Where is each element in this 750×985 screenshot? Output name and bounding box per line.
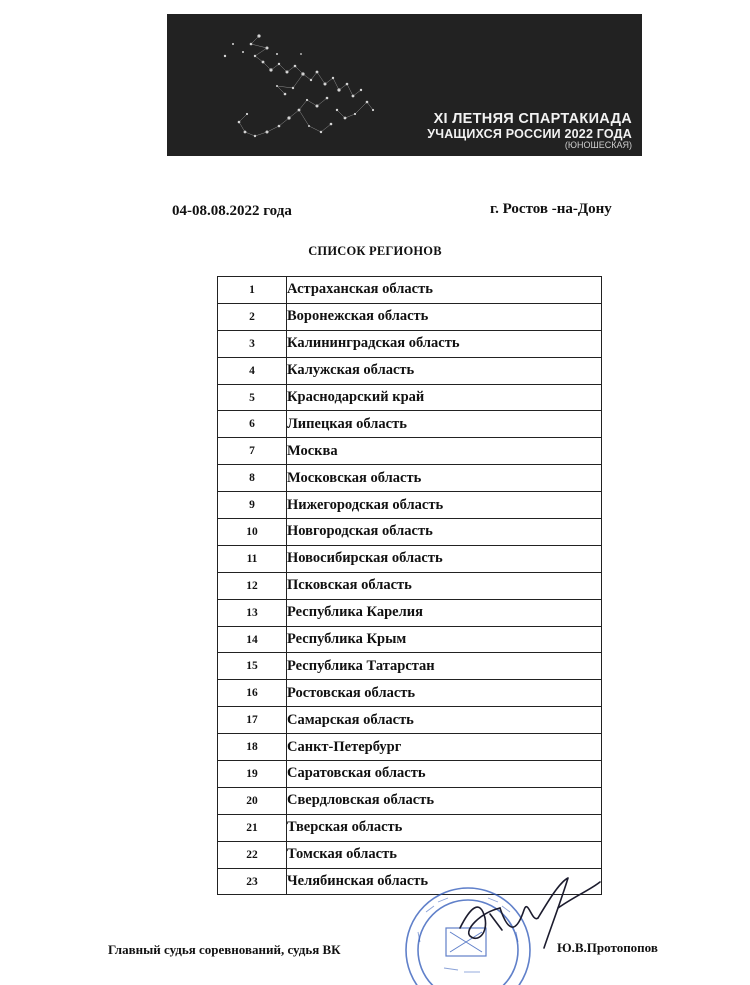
table-row (218, 734, 602, 761)
region-name: Московская область (287, 465, 602, 492)
event-date: 04-08.08.2022 года (172, 203, 292, 219)
region-number: 19 (218, 761, 287, 788)
region-number: 23 (218, 868, 287, 895)
region-number: 7 (218, 438, 287, 465)
region-name: Краснодарский край (287, 384, 602, 411)
region-name: Липецкая область (287, 411, 602, 438)
event-banner (167, 14, 642, 156)
banner-line-2: УЧАЩИХСЯ РОССИИ 2022 ГОДА (427, 126, 632, 141)
region-number: 1 (218, 277, 287, 304)
table-row (218, 761, 602, 788)
table-row (218, 680, 602, 707)
region-number: 15 (218, 653, 287, 680)
region-name: Москва (287, 438, 602, 465)
region-name: Самарская область (287, 707, 602, 734)
table-row (218, 545, 602, 572)
table-row (218, 465, 602, 492)
table-row (218, 492, 602, 519)
region-name: Воронежская область (287, 303, 602, 330)
region-number: 3 (218, 330, 287, 357)
table-row (218, 653, 602, 680)
table-row (218, 599, 602, 626)
region-name: Тверская область (287, 814, 602, 841)
region-number: 8 (218, 465, 287, 492)
region-number: 17 (218, 707, 287, 734)
region-number: 13 (218, 599, 287, 626)
region-name: Санкт-Петербург (287, 734, 602, 761)
region-number: 12 (218, 572, 287, 599)
region-number: 4 (218, 357, 287, 384)
region-number: 22 (218, 841, 287, 868)
table-row (218, 438, 602, 465)
table-row (218, 384, 602, 411)
region-number: 2 (218, 303, 287, 330)
region-name: Саратовская область (287, 761, 602, 788)
event-city: г. Ростов -на-Дону (490, 201, 612, 217)
table-row (218, 303, 602, 330)
region-number: 16 (218, 680, 287, 707)
table-row (218, 787, 602, 814)
table-row (218, 519, 602, 546)
table-row (218, 841, 602, 868)
region-number: 14 (218, 626, 287, 653)
region-name: Республика Карелия (287, 599, 602, 626)
region-name: Свердловская область (287, 787, 602, 814)
table-row (218, 411, 602, 438)
table-row (218, 626, 602, 653)
table-row (218, 707, 602, 734)
regions-table (217, 276, 602, 895)
region-number: 10 (218, 519, 287, 546)
region-name: Астраханская область (287, 277, 602, 304)
region-name: Калужская область (287, 357, 602, 384)
table-row (218, 572, 602, 599)
region-name: Республика Крым (287, 626, 602, 653)
table-row (218, 277, 602, 304)
banner-title (427, 112, 632, 151)
region-name: Республика Татарстан (287, 653, 602, 680)
list-title: СПИСОК РЕГИОНОВ (308, 244, 442, 258)
region-number: 6 (218, 411, 287, 438)
chief-judge-title: Главный судья соревнований, судья ВК (108, 942, 341, 957)
region-number: 21 (218, 814, 287, 841)
region-name: Псковская область (287, 572, 602, 599)
banner-line-1: XI ЛЕТНЯЯ СПАРТАКИАДА (433, 111, 632, 127)
region-name: Калининградская область (287, 330, 602, 357)
region-number: 18 (218, 734, 287, 761)
region-name: Нижегородская область (287, 492, 602, 519)
region-name: Новосибирская область (287, 545, 602, 572)
table-row (218, 357, 602, 384)
region-number: 9 (218, 492, 287, 519)
region-name: Челябинская область (287, 868, 602, 895)
region-number: 5 (218, 384, 287, 411)
region-number: 11 (218, 545, 287, 572)
table-row (218, 330, 602, 357)
region-name: Томская область (287, 841, 602, 868)
region-name: Ростовская область (287, 680, 602, 707)
banner-line-3: (ЮНОШЕСКАЯ) (564, 140, 632, 151)
region-number: 20 (218, 787, 287, 814)
chief-judge-name: Ю.В.Протопопов (557, 940, 658, 955)
table-row (218, 814, 602, 841)
region-name: Новгородская область (287, 519, 602, 546)
